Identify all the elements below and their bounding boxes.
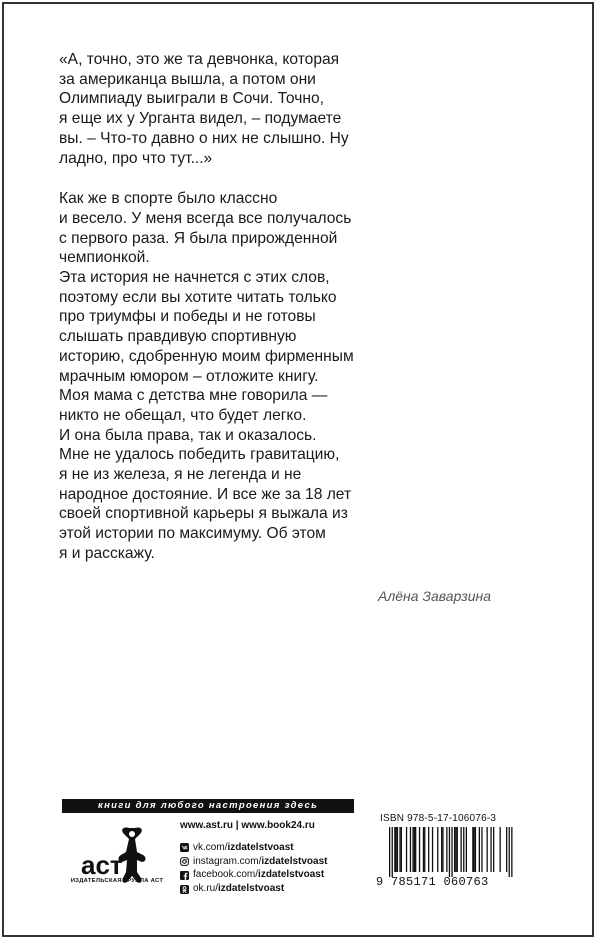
barcode-bar (466, 827, 467, 872)
barcode (380, 827, 516, 877)
social-link-domain: instagram.com/ (193, 855, 262, 867)
barcode-bar (500, 827, 501, 872)
social-link-row[interactable] (180, 882, 328, 896)
barcode-bar (479, 827, 480, 872)
barcode-bar (397, 827, 398, 872)
text-line: про триумфы и победы и не готовы (59, 308, 316, 326)
barcode-bar (487, 827, 488, 872)
barcode-bar (451, 827, 452, 877)
social-link-handle: izdatelstvoast (218, 883, 285, 895)
barcode-bar (441, 827, 442, 872)
barcode-bar (396, 827, 397, 872)
publisher-websites[interactable]: www.ast.ru | www.book24.ru (180, 820, 315, 831)
text-line: Олимпиаду выиграли в Сочи. Точно, (59, 90, 325, 108)
instagram-icon (180, 857, 189, 866)
barcode-bar (392, 827, 393, 877)
text-line: вы. – Что-то давно о них не слышно. Ну (59, 129, 349, 147)
social-link-domain: facebook.com/ (193, 869, 259, 881)
barcode-bar (389, 827, 390, 877)
barcode-bar (415, 827, 416, 872)
social-link-handle: izdatelstvoast (261, 855, 328, 867)
isbn-label: ISBN 978-5-17-106076-3 (380, 813, 497, 824)
barcode-bar (442, 827, 443, 872)
ast-logo-text: аст (81, 850, 123, 880)
publisher-links (180, 819, 328, 896)
barcode-bar (472, 827, 473, 872)
barcode-bar (461, 827, 462, 872)
barcode-bar (437, 827, 438, 872)
author-signature: Алёна Заварзина (378, 588, 491, 604)
social-links (180, 841, 328, 896)
barcode-bar (423, 827, 424, 872)
social-link-handle: izdatelstvoast (227, 841, 294, 853)
facebook-icon (180, 871, 189, 880)
social-link-row[interactable] (180, 855, 328, 869)
text-line: народное достояние. И все же за 18 лет (59, 485, 352, 503)
text-line: я и расскажу. (59, 544, 155, 562)
text-line: за американца вышла, а потом они (59, 70, 316, 88)
social-link-handle: izdatelstvoast (258, 869, 325, 881)
barcode-bar (428, 827, 429, 872)
text-line: Моя мама с детства мне говорила — (59, 387, 328, 405)
barcode-bar (449, 827, 450, 877)
publisher-slogan: книги для любого настроения здесь (62, 799, 354, 813)
paragraph-quote (59, 50, 399, 168)
barcode-digits: 9 785171 060763 (376, 875, 489, 889)
barcode-bar (481, 827, 482, 872)
text-line: Мне не удалось победить гравитацию, (59, 446, 340, 464)
social-link-domain: ok.ru/ (193, 883, 219, 895)
vk-icon (180, 843, 189, 852)
barcode-bar (406, 827, 407, 872)
text-line: этой истории по максимуму. Об этом (59, 525, 326, 543)
barcode-bar (490, 827, 491, 872)
barcode-bar (506, 827, 507, 872)
barcode-bar (419, 827, 420, 872)
barcode-bar (394, 827, 395, 872)
text-line: своей спортивной карьеры я выжала из (59, 505, 348, 523)
text-line: слышать правдивую спортивную (59, 328, 297, 346)
barcode-bar (509, 827, 510, 877)
barcode-bar (493, 827, 494, 872)
paragraph-gap (59, 168, 399, 189)
barcode-bar (463, 827, 464, 872)
publisher-caption: ИЗДАТЕЛЬСКАЯ ГРУППА АСТ (70, 878, 164, 884)
text-line: «А, точно, это же та девчонка, которая (59, 51, 340, 68)
text-line: с первого раза. Я была прирожденной (59, 229, 338, 247)
barcode-bar (401, 827, 402, 872)
barcode-bar (424, 827, 425, 872)
social-link-domain: vk.com/ (193, 841, 228, 853)
text-line: никто не обещал, что будет легко. (59, 406, 307, 424)
text-line: Как же в спорте было классно (59, 190, 278, 208)
social-link-row[interactable] (180, 868, 328, 882)
barcode-bar (474, 827, 475, 872)
text-line: историю, сдобренную моим фирменным (59, 347, 354, 365)
barcode-bar (475, 827, 476, 872)
text-line: чемпионкой. (59, 249, 150, 267)
text-line: мрачным юмором – отложите книгу. (59, 367, 319, 385)
annotation-text (59, 50, 399, 564)
barcode-bar (410, 827, 411, 872)
text-line: и весело. У меня всегда все получалось (59, 209, 352, 227)
barcode-bar (399, 827, 400, 872)
barcode-bar (454, 827, 455, 872)
isbn-block (376, 813, 521, 895)
barcode-bar (414, 827, 415, 872)
barcode-bar (432, 827, 433, 872)
text-line: ладно, про что тут...» (59, 149, 213, 167)
barcode-bar (457, 827, 458, 872)
odnoklassniki-icon (180, 885, 189, 894)
text-line: Эта история не начнется с этих слов, (59, 269, 330, 287)
text-line: поэтому если вы хотите читать только (59, 288, 337, 306)
barcode-bar (446, 827, 447, 872)
text-line: я еще их у Урганта видел, – подумаете (59, 110, 342, 128)
barcode-bar (412, 827, 413, 872)
paragraph-main (59, 189, 399, 563)
barcode-bar (511, 827, 512, 877)
text-line: я не из железа, я не легенда и не (59, 466, 302, 484)
text-line: И она была права, так и оказалось. (59, 426, 317, 444)
barcode-bar (455, 827, 456, 872)
social-link-row[interactable] (180, 841, 328, 855)
